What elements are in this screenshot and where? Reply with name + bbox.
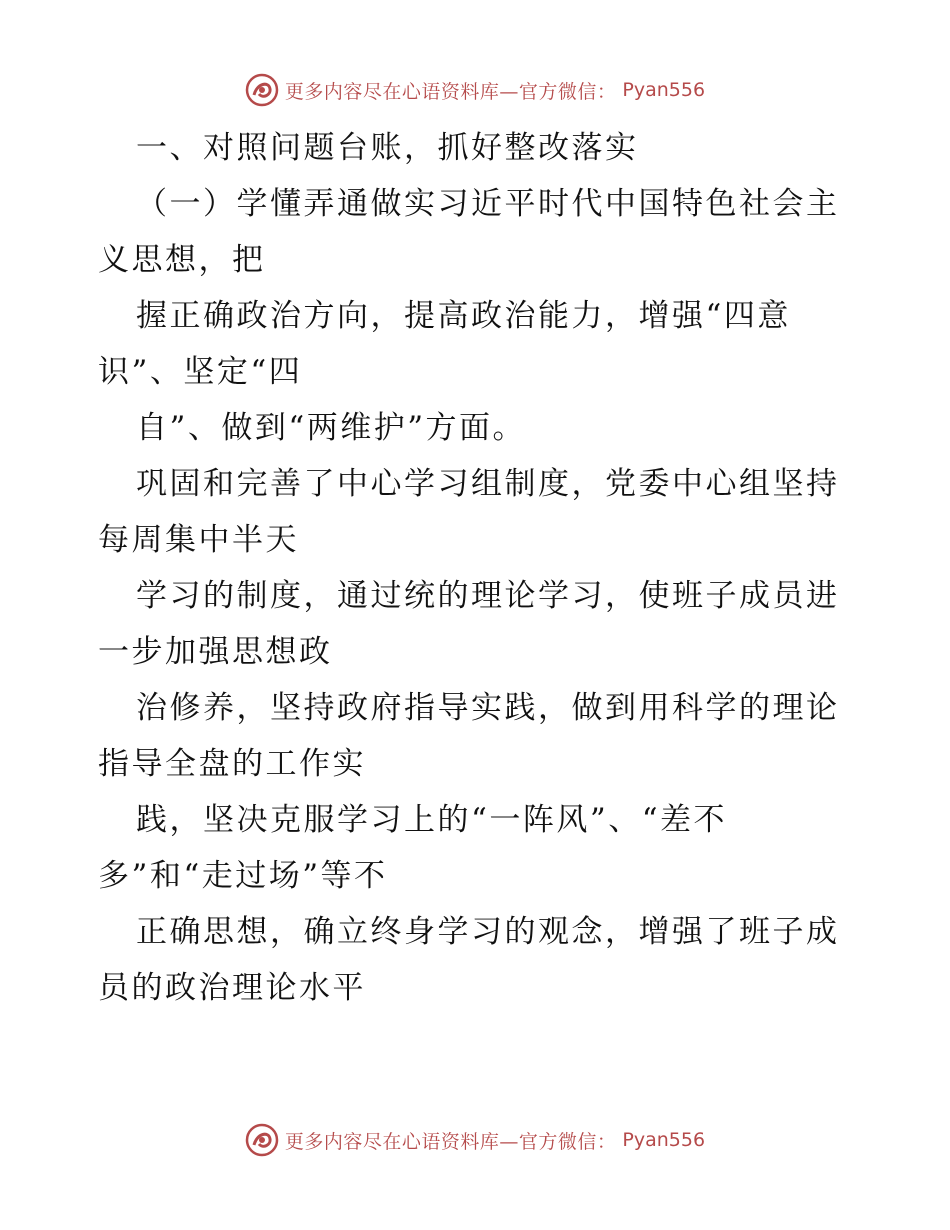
- paragraph-line: 治修养，坚持政府指导实践，做到用科学的理论: [136, 690, 840, 726]
- watermark-wechat-id: Pyan556: [622, 1129, 706, 1151]
- watermark-wechat-id: Pyan556: [622, 79, 706, 101]
- paragraph-line: 学习的制度，通过统的理论学习，使班子成员进: [136, 578, 840, 614]
- paragraph-line: 践，坚决克服学习上的“一阵风”、“差不: [136, 802, 728, 838]
- paragraph-line: 指导全盘的工作实: [98, 746, 366, 782]
- section-heading: 一、对照问题台账，抓好整改落实: [136, 130, 639, 166]
- paragraph-line: 员的政治理论水平: [98, 970, 366, 1006]
- watermark-banner-top: [0, 70, 950, 110]
- paragraph-line: 一步加强思想政: [98, 634, 333, 670]
- watermark-text: 更多内容尽在心语资料库—官方微信：: [284, 80, 617, 103]
- red-swirl-logo-icon: [245, 1123, 279, 1157]
- paragraph-line: 握正确政治方向，提高政治能力，增强“四意: [136, 298, 791, 334]
- paragraph-line: 巩固和完善了中心学习组制度，党委中心组坚持: [136, 466, 840, 502]
- paragraph-line: 自”、做到“两维护”方面。: [136, 410, 527, 446]
- paragraph-line: 正确思想，确立终身学习的观念，增强了班子成: [136, 914, 840, 950]
- paragraph-line: 每周集中半天: [98, 522, 299, 558]
- watermark-text: 更多内容尽在心语资料库—官方微信：: [284, 1130, 617, 1153]
- watermark-banner-bottom: [0, 1120, 950, 1160]
- paragraph-line: 识”、坚定“四: [98, 354, 303, 390]
- paragraph-line: （一）学懂弄通做实习近平时代中国特色社会主: [136, 186, 840, 222]
- paragraph-line: 多”和“走过场”等不: [98, 858, 388, 894]
- red-swirl-logo-icon: [245, 73, 279, 107]
- document-body: [98, 120, 858, 1016]
- paragraph-line: 义思想，把: [98, 242, 266, 278]
